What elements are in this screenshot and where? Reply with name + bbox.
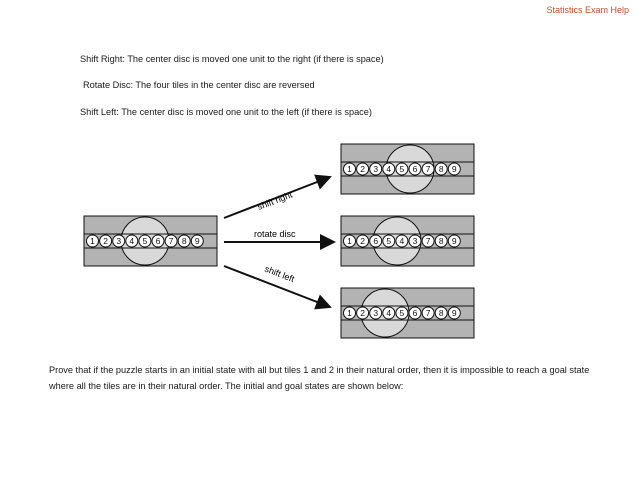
board-shift-left — [341, 288, 474, 338]
tile-number: 5 — [399, 308, 405, 318]
rule-rotate-disc: Rotate Disc: The four tiles in the center disc are reversed — [83, 80, 315, 90]
tile-number: 6 — [155, 236, 161, 246]
tile-number: 9 — [194, 236, 200, 246]
tile-number: 4 — [386, 308, 392, 318]
tile-number: 8 — [181, 236, 187, 246]
tile-number: 1 — [90, 236, 95, 246]
label-rotate-disc: rotate disc — [254, 229, 296, 239]
tile-number: 2 — [360, 308, 365, 318]
label-shift-right: shift right — [256, 189, 294, 212]
tile-number: 3 — [412, 236, 418, 246]
board-shift-right — [341, 144, 474, 194]
board-initial — [84, 216, 217, 266]
tile-number: 6 — [373, 236, 379, 246]
tile-number: 4 — [386, 164, 392, 174]
tile-number: 8 — [438, 308, 444, 318]
tile-number: 1 — [347, 236, 352, 246]
rule-shift-right: Shift Right: The center disc is moved one unit to the right (if there is space) — [80, 54, 384, 64]
tile-number: 4 — [399, 236, 405, 246]
tile-number: 3 — [373, 308, 379, 318]
tile-number: 2 — [360, 164, 365, 174]
tile-number: 3 — [116, 236, 122, 246]
tile-number: 9 — [451, 236, 457, 246]
tile-number: 8 — [438, 236, 444, 246]
tile-number: 8 — [438, 164, 444, 174]
tile-number: 7 — [425, 164, 431, 174]
label-shift-left: shift left — [263, 263, 296, 285]
tile-number: 9 — [451, 164, 457, 174]
tile-number: 7 — [168, 236, 174, 246]
tile-number: 7 — [425, 236, 431, 246]
tile-number: 5 — [386, 236, 392, 246]
tile-number: 5 — [399, 164, 405, 174]
question-text: Prove that if the puzzle starts in an initial state with all but tiles 1 and 2 in their natural order, then it is impossible to reach a goal state where all the tiles are in their natural order. The initial and goal states are shown below: — [49, 365, 590, 391]
tile-number: 4 — [129, 236, 135, 246]
tile-number: 6 — [412, 308, 418, 318]
tile-number: 7 — [425, 308, 431, 318]
tile-number: 5 — [142, 236, 148, 246]
rule-shift-left: Shift Left: The center disc is moved one unit to the left (if there is space) — [80, 107, 372, 117]
header-brand: Statistics Exam Help — [546, 5, 629, 15]
tile-number: 2 — [360, 236, 365, 246]
tile-number: 9 — [451, 308, 457, 318]
tile-number: 6 — [412, 164, 418, 174]
tile-number: 3 — [373, 164, 379, 174]
tile-number: 1 — [347, 164, 352, 174]
tile-number: 1 — [347, 308, 352, 318]
board-rotate — [341, 216, 474, 266]
tile-number: 2 — [103, 236, 108, 246]
